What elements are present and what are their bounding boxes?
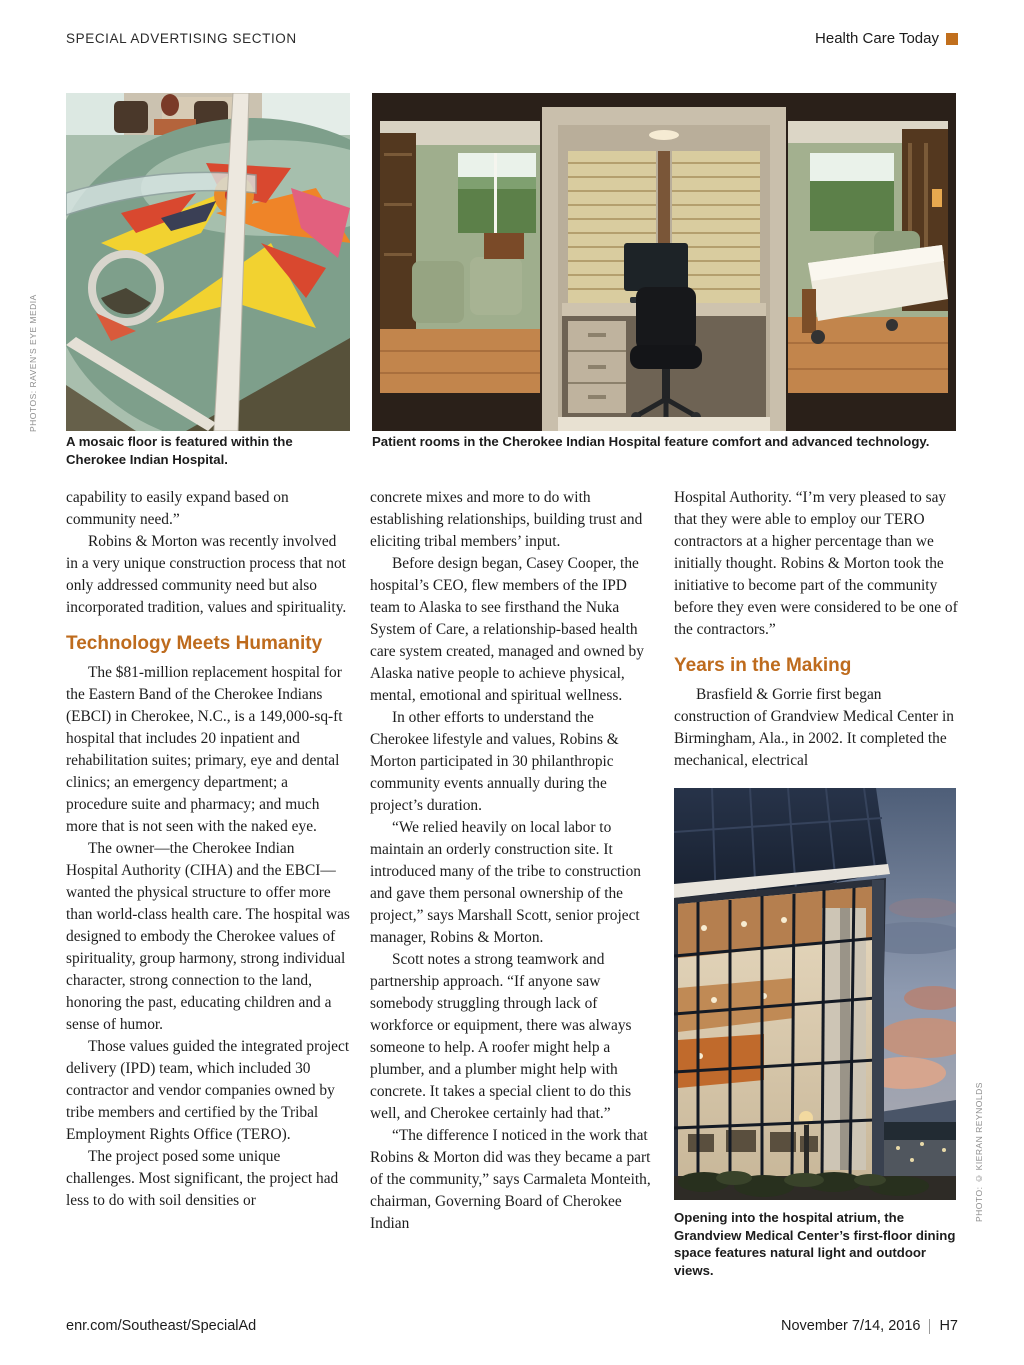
- section-heading-years: Years in the Making: [674, 655, 852, 676]
- paragraph: The owner—the Cherokee Indian Hospital Authority (CIHA) and the EBCI—wanted the physical structure to offer more than world-class health care. The hospital was designed to embody the Cherokee values of spirituality, group harmony, strong individual character, strong connection to the land, honoring the past, educating children and a sense of humor.: [66, 840, 350, 1033]
- article-column-2: [370, 487, 654, 1279]
- photo-credit-right: PHOTO: © KIERAN REYNOLDS: [974, 1082, 984, 1222]
- grandview-illustration: [674, 788, 956, 1200]
- mosaic-photo-caption: A mosaic floor is featured within the Cherokee Indian Hospital.: [66, 434, 293, 467]
- patient-rooms-photo-caption: Patient rooms in the Cherokee Indian Hospital feature comfort and advanced technology.: [372, 434, 930, 449]
- paragraph: Hospital Authority. “I’m very pleased to say that they were able to employ our TERO contractors at a higher percentage than we initially thought. Robins & Morton took the initiative to become part of the community before they even were considered to be one of the contractors.”: [674, 489, 958, 638]
- footer-divider: [929, 1319, 930, 1334]
- article-body: [66, 487, 958, 1279]
- grandview-photo-caption: Opening into the hospital atrium, the Grandview Medical Center’s first-floor dining space features natural light and outdoor views.: [674, 1210, 956, 1278]
- page-footer: [66, 1318, 958, 1334]
- footer-issue-group: [781, 1318, 958, 1334]
- paragraph: “The difference I noticed in the work that Robins & Morton did was they became a part of the community,” says Carmaleta Monteith, chairman, Governing Board of Cherokee Indian: [370, 1127, 651, 1232]
- page-header: [66, 30, 958, 47]
- paragraph: Before design began, Casey Cooper, the hospital’s CEO, flew members of the IPD team to Alaska to see firsthand the Nuka System of Care, a relationship-based health care system created, managed and owned by Alaska native people to achieve physical, mental, emotional and spiritual wellness.: [370, 555, 644, 704]
- paragraph: The project posed some unique challenges. Most significant, the project had less to do with soil densities or: [66, 1148, 339, 1209]
- paragraph: Robins & Morton was recently involved in a very unique construction process that not only addressed community need but also incorporated tradition, values and spirituality.: [66, 533, 347, 616]
- publication-title-group: [815, 30, 958, 47]
- photo-credit-left: PHOTOS: RAVEN’S EYE MEDIA: [28, 294, 38, 432]
- paragraph: “We relied heavily on local labor to maintain an orderly construction site. It introduced many of the tribe to construction and gave them personal ownership of the project,” says Marshall Scott, senior project manager, Robins & Morton.: [370, 819, 641, 946]
- mosaic-floor-photo: [66, 93, 350, 431]
- publication-title: Health Care Today: [815, 30, 939, 47]
- paragraph: Those values guided the integrated project delivery (IPD) team, which included 30 contractor and vendor companies owned by tribe members and certified by the Tribal Employment Rights Office (TERO).: [66, 1038, 350, 1143]
- article-column-3: [674, 487, 958, 1279]
- brand-square-icon: [946, 33, 958, 45]
- patient-rooms-photo: [372, 93, 956, 431]
- footer-page-number: H7: [939, 1318, 958, 1334]
- paragraph: concrete mixes and more to do with establishing relationships, building trust and eliciting tribal members’ input.: [370, 489, 643, 550]
- section-label: SPECIAL ADVERTISING SECTION: [66, 31, 297, 46]
- article-column-1: [66, 487, 350, 1279]
- paragraph: In other efforts to understand the Cherokee lifestyle and values, Robins & Morton participated in 30 philanthropic community events annually during the project’s duration.: [370, 709, 619, 814]
- paragraph: Scott notes a strong teamwork and partnership approach. “If anyone saw somebody struggling through lack of workforce or equipment, there was always someone to help. A roofer might help a plumber, and a plumber might help with concrete. It takes a special client to do this well, and Cherokee certainly had that.”: [370, 951, 632, 1122]
- mosaic-floor-illustration: [66, 93, 350, 431]
- patient-rooms-illustration: [372, 93, 956, 431]
- grandview-photo: [674, 788, 956, 1200]
- footer-url: enr.com/Southeast/SpecialAd: [66, 1318, 257, 1334]
- footer-date: November 7/14, 2016: [781, 1318, 921, 1334]
- paragraph: The $81-million replacement hospital for the Eastern Band of the Cherokee Indians (EBCI) in Cherokee, N.C., is a 149,000-sq-ft hospital that includes 20 inpatient and rehabilitation suites; primary, eye and dental clinics; an emergency department; a procedure suite and pharmacy; and much more that is not seen with the naked eye.: [66, 664, 343, 835]
- paragraph: capability to easily expand based on community need.”: [66, 489, 289, 528]
- section-heading-technology: Technology Meets Humanity: [66, 633, 323, 654]
- paragraph: Brasfield & Gorrie first began construction of Grandview Medical Center in Birmingham, Ala., in 2002. It completed the mechanical, electrical: [674, 686, 954, 769]
